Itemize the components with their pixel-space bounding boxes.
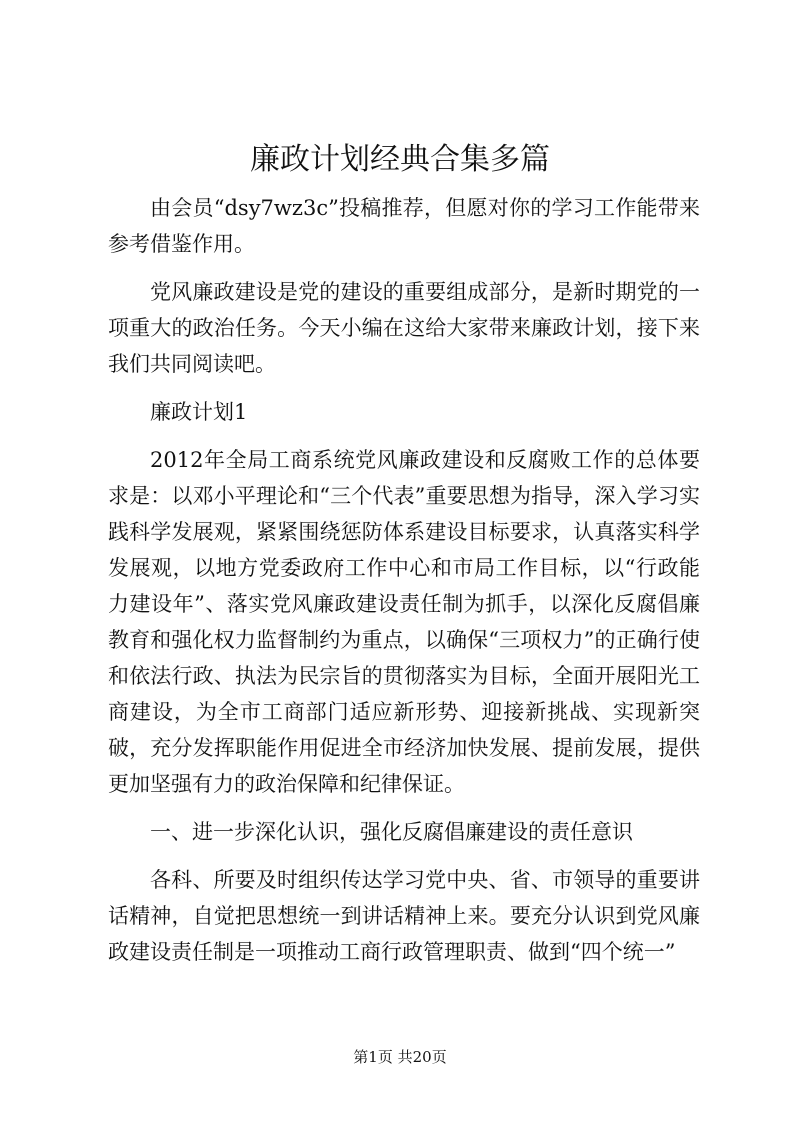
document-body (108, 190, 700, 982)
section-heading-one: 一、进一步深化认识，强化反腐倡廉建设的责任意识 (150, 820, 633, 844)
section-heading-plan-1: 廉政计划1 (150, 400, 248, 424)
document-title: 廉政计划经典合集多篇 (250, 142, 550, 177)
paragraph-study: 各科、所要及时组织传达学习党中央、省、市领导的重要讲话精神，自觉把思想统一到讲话精神上来。要充分认识到党风廉政建设责任制是一项推动工商行政管理职责、做到“四个统一” (108, 868, 700, 964)
paragraph-requirements: 2012年全局工商系统党风廉政建设和反腐败工作的总体要求是：以邓小平理论和“三个代表”重要思想为指导，深入学习实践科学发展观，紧紧围绕惩防体系建设目标要求，认真落实科学发展观，以地方党委政府工作中心和市局工作目标，以“行政能力建设年”、落实党风廉政建设责任制为抓手，以深化反腐倡廉教育和强化权力监督制约为重点，以确保“三项权力”的正确行使和依法行政、执法为民宗旨的贯彻落实为目标，全面开展阳光工商建设，为全市工商部门适应新形势、迎接新挑战、实现新突破，充分发挥职能作用促进全市经济加快发展、提前发展，提供更加坚强有力的政治保障和纪律保证。 (108, 448, 700, 796)
paragraph-intro: 由会员“dsy7wz3c”投稿推荐，但愿对你的学习工作能带来参考借鉴作用。 (108, 196, 700, 256)
page-footer: 第1页 共20页 (353, 1048, 447, 1066)
paragraph-overview: 党风廉政建设是党的建设的重要组成部分，是新时期党的一项重大的政治任务。今天小编在这给大家带来廉政计划，接下来我们共同阅读吧。 (108, 280, 700, 376)
